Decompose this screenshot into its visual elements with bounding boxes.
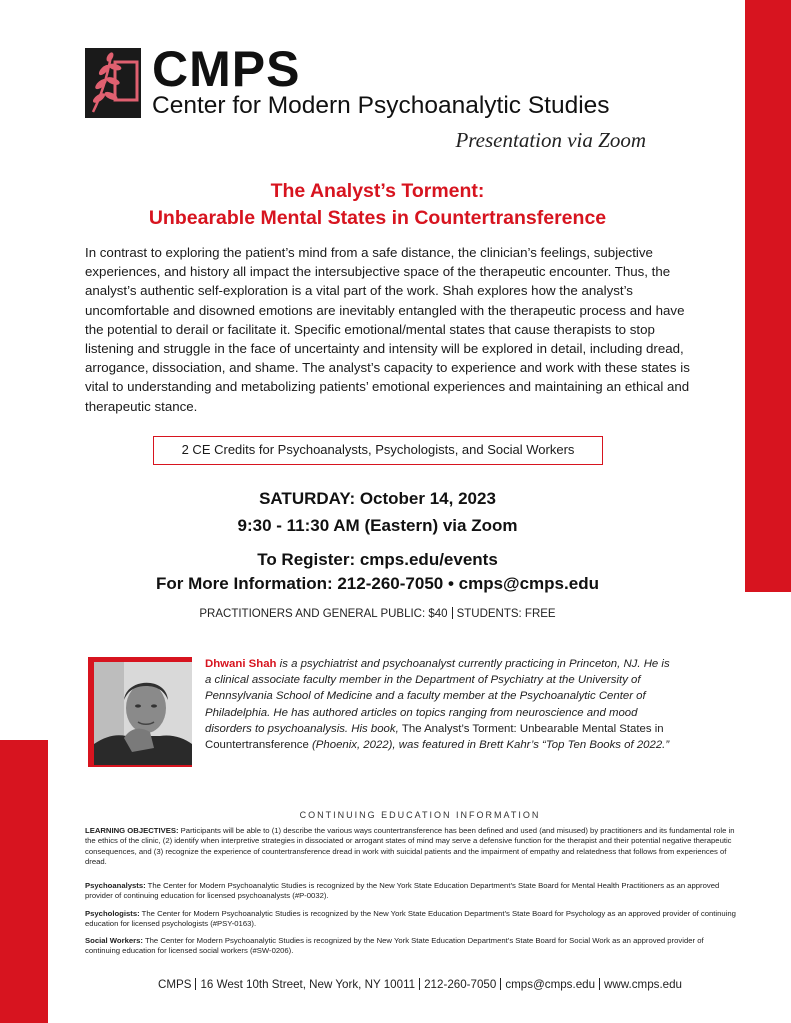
bio-text: is a psychiatrist and psychoanalyst currently practicing in Princeton, NJ. He is a clinical associate faculty member in the Department of Psychiatry at the University of Pennsylvania School of Medicine and a faculty member at the Psychoanalytic Center of Philadelphia. He has authored articles on topics ranging from neuroscience and mood disorders to psychoanalysis. His book, bbox=[205, 658, 670, 735]
divider bbox=[500, 978, 501, 990]
book-title: The Analyst’s Torment: Unbearable Mental States in Countertransference bbox=[205, 722, 664, 752]
learning-objectives bbox=[85, 826, 740, 867]
brand-full-name: Center for Modern Psychoanalytic Studies bbox=[152, 92, 610, 119]
event-title-line1: The Analyst’s Torment: bbox=[270, 180, 485, 202]
event-title bbox=[0, 178, 755, 232]
event-description: In contrast to exploring the patient’s mind from a safe distance, the clinician’s feelings, subjective experiences, and history all impact the intersubjective space of the therapeutic encounter. Thus, the analyst’s authentic self-exploration is a vital part of the work. Shah explores how the analyst’s uncomfortable and disowned emotions are inevitably entangled with the therapeutic process and have the potential to derail or facilitate it. Specific emotional/mental states that cause therapists to stop listening and struggle in the face of uncertainty and intensity will be explored in detail, including dread, arrogance, dissociation, and shame. The analyst’s capacity to experience and work with these states is vital to understanding and metabolizing patients’ emotional experiences and maintaining an ethical and therapeutic stance. bbox=[85, 245, 690, 414]
ce-social-workers bbox=[85, 936, 740, 957]
divider bbox=[599, 978, 600, 990]
event-time: 9:30 - 11:30 AM (Eastern) via Zoom bbox=[237, 516, 518, 535]
footer-org: CMPS bbox=[157, 978, 192, 991]
price-students: STUDENTS: FREE bbox=[456, 608, 556, 620]
footer-website: www.cmps.edu bbox=[604, 978, 683, 991]
contact-info: For More Information: 212-260-7050 • cmps@cmps.edu bbox=[156, 574, 599, 593]
bio-text-end: (Phoenix, 2022), was featured in Brett Kahr’s “Top Ten Books of 2022.” bbox=[308, 739, 670, 752]
social-workers-label: Social Workers: bbox=[85, 936, 143, 945]
learning-text: Participants will be able to (1) describe the various ways countertransference has been defined and used (and misused) by practitioners and its fundamental role in the ethics of the clinic, (2) identify when interpretive strategies in dissociated or arrogant states of mind may serve a defensive function for the therapist and their potential negative therapeutic consequences, and (3) recognize the experience of countertransference dread in work with suicidal patients and the impairment of empathy and relatedness that follows from experiences of dread. bbox=[85, 826, 735, 866]
presentation-subtitle: Presentation via Zoom bbox=[455, 128, 646, 152]
ce-heading: CONTINUING EDUCATION INFORMATION bbox=[299, 810, 541, 820]
psychologists-text: The Center for Modern Psychoanalytic Studies is recognized by the New York State Education Department’s State Board for Psychology as an approved provider of continuing education for licensed psychologists (#PSY-0163). bbox=[85, 909, 736, 929]
brand-acronym: CMPS bbox=[152, 41, 301, 97]
ce-psychologists bbox=[85, 909, 740, 930]
footer-address: 16 West 10th Street, New York, NY 10011 bbox=[200, 978, 416, 991]
footer bbox=[0, 978, 791, 991]
footer-phone: 212-260-7050 bbox=[424, 978, 497, 991]
social-workers-text: The Center for Modern Psychoanalytic Studies is recognized by the New York State Education Department’s State Board for Social Work as an approved provider of continuing education for licensed social workers (#SW-0206). bbox=[85, 936, 704, 956]
register-info: To Register: cmps.edu/events bbox=[257, 550, 498, 569]
psychoanalysts-label: Psychoanalysts: bbox=[85, 881, 146, 890]
pricing bbox=[0, 607, 755, 620]
speaker-bio bbox=[205, 656, 675, 753]
ce-psychoanalysts bbox=[85, 881, 740, 902]
psychoanalysts-text: The Center for Modern Psychoanalytic Studies is recognized by the New York State Education Department’s State Board for Mental Health Practitioners as an approved provider of continuing education for licensed psychoanalysts (#P-0032). bbox=[85, 881, 720, 901]
divider bbox=[195, 978, 196, 990]
event-date: SATURDAY: October 14, 2023 bbox=[259, 489, 496, 508]
price-general: PRACTITIONERS AND GENERAL PUBLIC: $40 bbox=[199, 608, 448, 620]
event-title-line2: Unbearable Mental States in Countertransference bbox=[148, 207, 607, 229]
laurel-branch-icon bbox=[85, 48, 141, 118]
psychologists-label: Psychologists: bbox=[85, 909, 140, 918]
divider bbox=[419, 978, 420, 990]
speaker-name: Dhwani Shah bbox=[205, 658, 277, 670]
divider bbox=[452, 607, 453, 619]
learning-label: LEARNING OBJECTIVES: bbox=[85, 826, 179, 835]
footer-email: cmps@cmps.edu bbox=[505, 978, 596, 991]
ce-credits-box: 2 CE Credits for Psychoanalysts, Psychologists, and Social Workers bbox=[153, 436, 603, 465]
speaker-photo bbox=[94, 662, 192, 765]
